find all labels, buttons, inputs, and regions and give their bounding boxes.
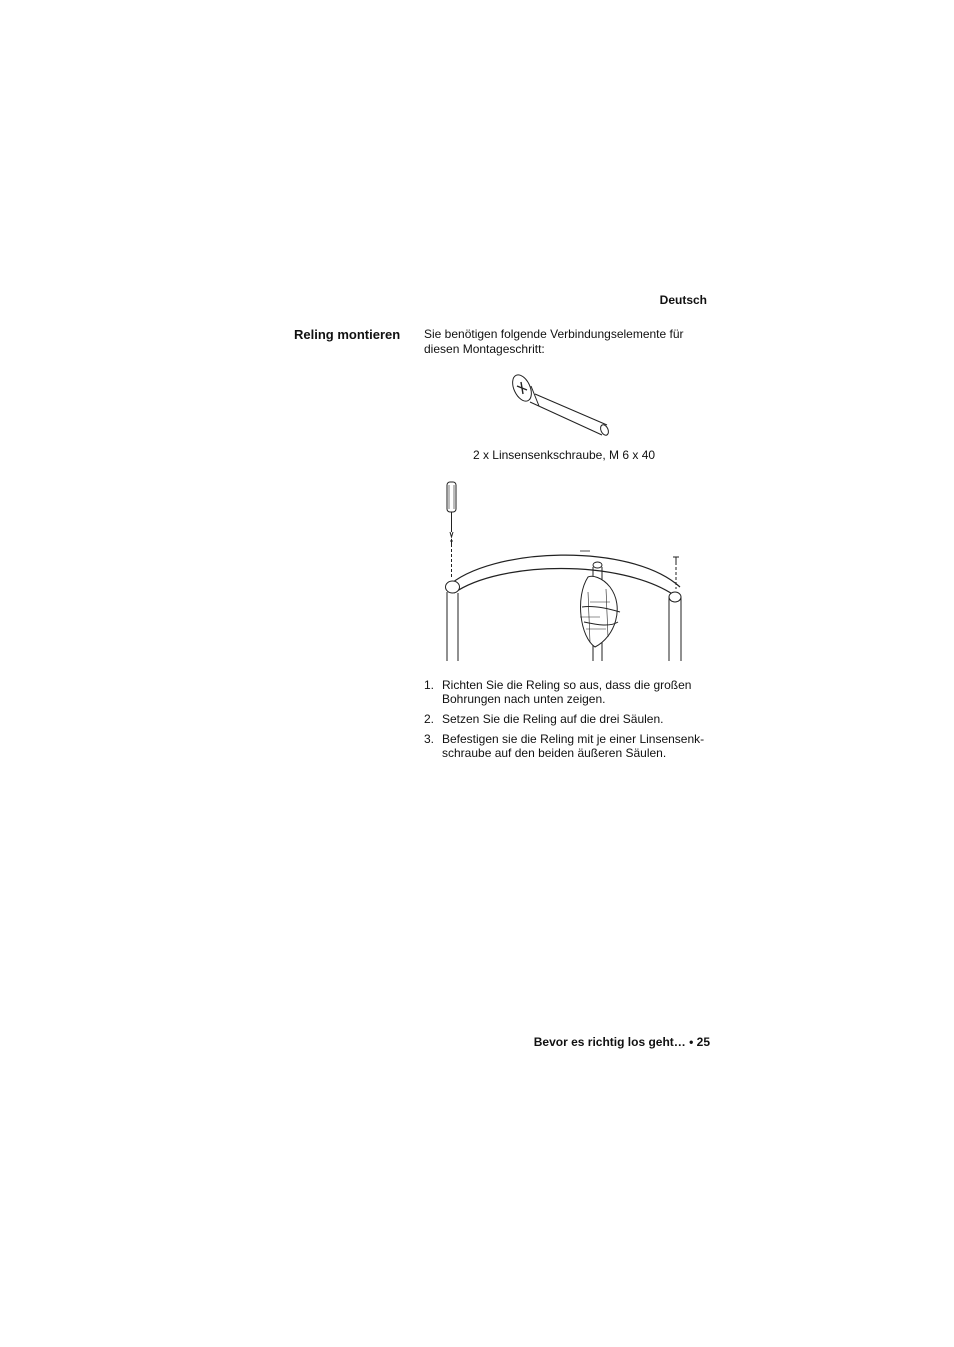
- section-title: Reling montieren: [294, 327, 401, 342]
- screw-icon: [505, 368, 615, 443]
- step-number: 1.: [424, 678, 435, 692]
- parts-caption: 2 x Linsensenkschraube, M 6 x 40: [472, 448, 656, 462]
- step-number: 2.: [424, 712, 435, 726]
- step-1: [424, 678, 724, 706]
- screwdriver-icon: [447, 482, 456, 537]
- page-footer: Bevor es richtig los geht… • 25: [533, 1035, 710, 1049]
- step-number: 3.: [424, 732, 435, 746]
- intro-text: Sie benötigen folgende Verbindungselemente für diesen Montageschritt:: [424, 327, 684, 356]
- assembly-illustration: [430, 477, 700, 667]
- step-text: Richten Sie die Reling so aus, dass die großen Bohrungen nach unten zeigen.: [442, 678, 692, 706]
- step-2: [424, 712, 724, 726]
- step-text: Befestigen sie die Reling mit je einer Linsensenk-schraube auf den beiden äußeren Säulen.: [442, 732, 705, 760]
- step-text: Setzen Sie die Reling auf die drei Säulen.: [442, 712, 664, 726]
- instruction-steps: [424, 678, 724, 766]
- language-label: Deutsch: [659, 293, 707, 307]
- screw-illustration: [505, 368, 615, 443]
- step-3: [424, 732, 724, 760]
- railing-assembly-diagram: [430, 477, 700, 667]
